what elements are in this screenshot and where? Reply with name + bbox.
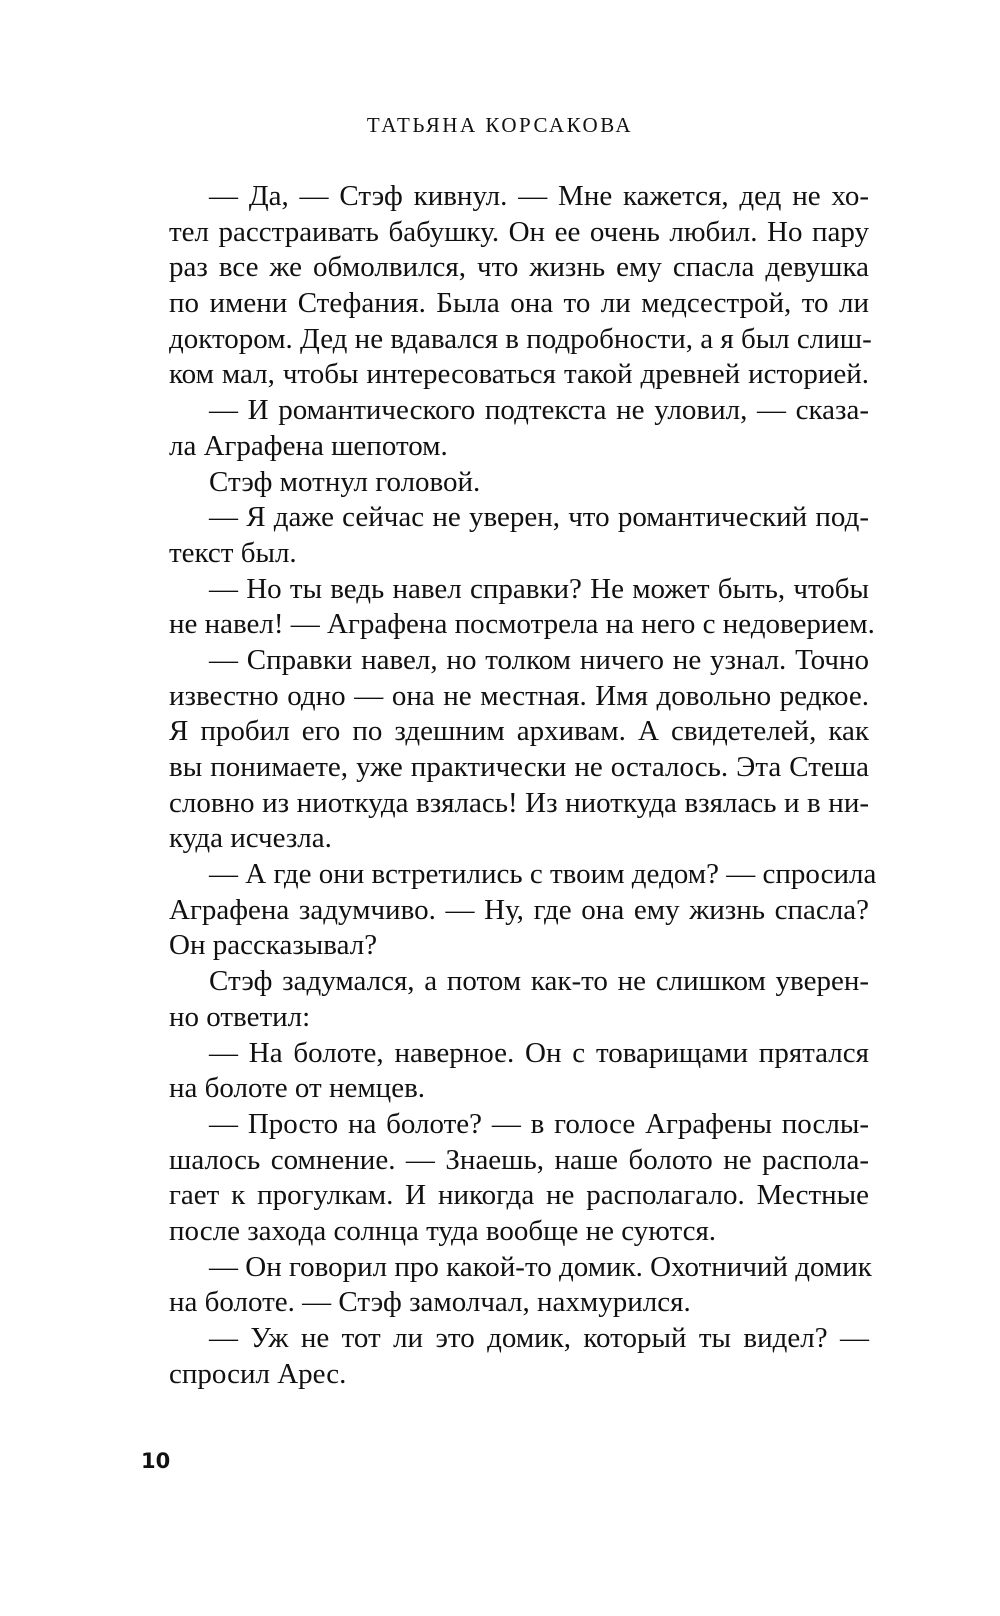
text-line: — Справки навел, но толком ничего не узнал. Точно	[209, 643, 869, 676]
text-line: после захода солнца туда вообще не суются.	[169, 1214, 717, 1247]
text-line: доктором. Дед не вдавался в подробности, а я был слиш-	[169, 322, 872, 355]
text-line: спросил Арес.	[169, 1357, 347, 1390]
text-line: — Я даже сейчас не уверен, что романтический под-	[209, 501, 869, 534]
text-line: шалось сомнение. — Знаешь, наше болото не распола-	[169, 1143, 869, 1176]
text-line: ла Аграфена шепотом.	[169, 429, 448, 462]
text-line: Стэф мотнул головой.	[209, 465, 481, 498]
running-header-author: ТАТЬЯНА КОРСАКОВА	[366, 113, 634, 137]
text-line: на болоте. — Стэф замолчал, нахмурился.	[169, 1286, 691, 1319]
text-line: известно одно — она не местная. Имя довольно редкое.	[169, 679, 869, 712]
body-text	[169, 179, 877, 1392]
text-line: — Но ты ведь навел справки? Не может быть, чтобы	[209, 572, 869, 605]
text-line: — Он говорил про какой-то домик. Охотничий домик	[209, 1250, 872, 1283]
text-line: вы понимаете, уже практически не осталось. Эта Стеша	[169, 751, 869, 783]
text-line: но ответил:	[169, 1000, 311, 1033]
text-line: — И романтического подтекста не уловил, — сказа-	[209, 394, 869, 427]
text-line: куда исчезла.	[169, 822, 332, 855]
text-line: Стэф задумался, а потом как-то не слишком уверен-	[209, 965, 869, 998]
text-line: тел расстраивать бабушку. Он ее очень любил. Но пару	[169, 215, 869, 248]
text-line: — Да, — Стэф кивнул. — Мне кажется, дед не хо-	[209, 180, 869, 212]
text-line: не навел! — Аграфена посмотрела на него с недоверием.	[169, 608, 875, 641]
text-line: на болоте от немцев.	[169, 1072, 426, 1105]
text-line: Аграфена задумчиво. — Ну, где она ему жизнь спасла?	[169, 893, 869, 926]
text-line: — Уж не тот ли это домик, который ты видел? —	[209, 1322, 869, 1354]
page-number: 10	[141, 1449, 171, 1473]
text-line: словно из ниоткуда взялась! Из ниоткуда взялась и в ни-	[169, 786, 869, 819]
text-line: Я пробил его по здешним архивам. А свидетелей, как	[169, 715, 869, 748]
text-line: — На болоте, наверное. Он с товарищами прятался	[209, 1036, 869, 1069]
text-line: — Просто на болоте? — в голосе Аграфены послы-	[209, 1107, 869, 1140]
text-line: раз все же обмолвился, что жизнь ему спасла девушка	[169, 251, 869, 284]
text-line: гает к прогулкам. И никогда не располагало. Местные	[169, 1179, 869, 1212]
text-line: текст был.	[169, 536, 297, 569]
text-line: — А где они встретились с твоим дедом? — спросила	[209, 858, 877, 891]
text-line: Он рассказывал?	[169, 929, 378, 962]
text-line: ком мал, чтобы интересоваться такой древней историей.	[169, 358, 869, 391]
text-line: по имени Стефания. Была она то ли медсестрой, то ли	[169, 287, 869, 320]
